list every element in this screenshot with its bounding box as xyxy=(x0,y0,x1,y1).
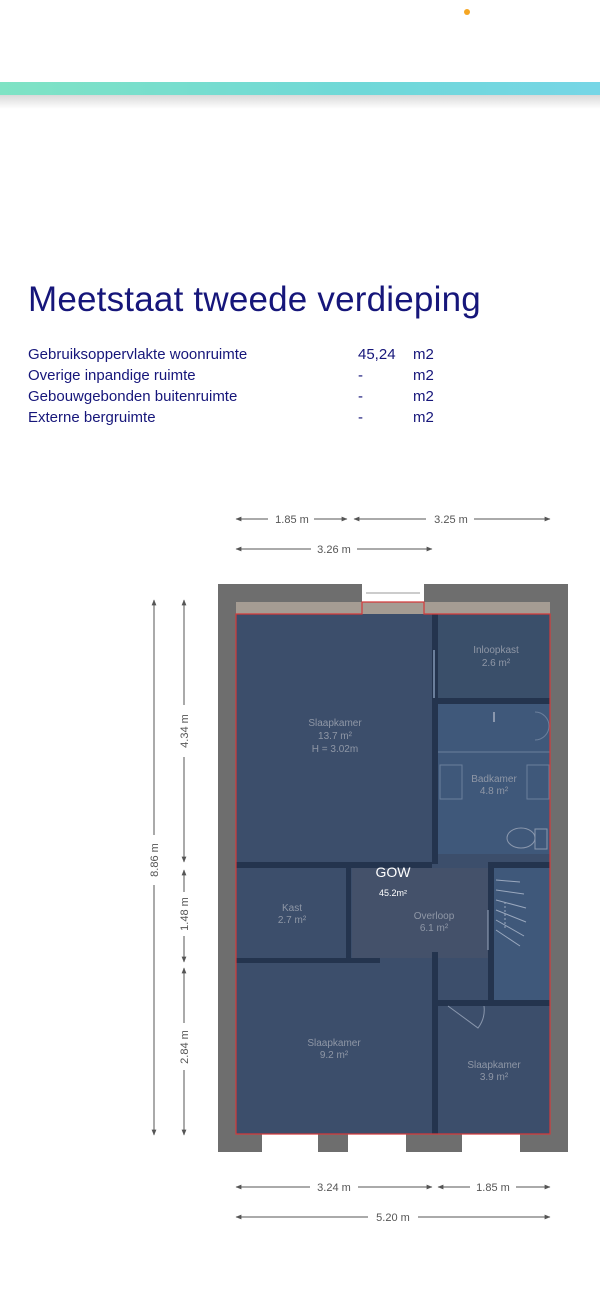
measurement-row xyxy=(28,409,448,430)
dim-label-bottom-left: 3.24 m xyxy=(317,1182,351,1194)
measurement-value: - xyxy=(358,388,363,405)
gow-label: GOW xyxy=(375,864,411,880)
window-sill xyxy=(236,602,550,614)
window-bottom-2 xyxy=(348,1134,406,1152)
room-area: 13.7 m² xyxy=(318,731,352,742)
room-area: 4.8 m² xyxy=(479,786,509,797)
room-label: Slaapkamer xyxy=(467,1060,521,1071)
window-bottom-1 xyxy=(262,1134,318,1152)
room-area: 3.9 m² xyxy=(479,1072,509,1083)
dim-label-top-total: 3.26 m xyxy=(317,544,351,556)
measurement-label: Gebouwgebonden buitenruimte xyxy=(28,388,238,405)
measurement-row xyxy=(28,367,448,388)
room-label: Overloop xyxy=(413,911,455,922)
measurement-table xyxy=(28,346,448,430)
room-label: Slaapkamer xyxy=(308,718,362,729)
measurement-label: Gebruiksoppervlakte woonruimte xyxy=(28,346,248,363)
dim-label-bottom-right: 1.85 m xyxy=(476,1182,510,1194)
measurement-unit: m2 xyxy=(413,367,434,384)
room-label: Slaapkamer xyxy=(307,1038,361,1049)
dim-label-left-middle: 1.48 m xyxy=(179,897,191,931)
room-kast xyxy=(236,868,348,960)
status-dot xyxy=(464,9,470,15)
dim-label-bottom-total: 5.20 m xyxy=(376,1212,410,1224)
room-area: 2.6 m² xyxy=(481,658,511,669)
page-title: Meetstaat tweede verdieping xyxy=(28,280,481,319)
measurement-row xyxy=(28,388,448,409)
room-label: Badkamer xyxy=(471,774,517,785)
measurement-label: Externe bergruimte xyxy=(28,409,156,426)
room-area: 6.1 m² xyxy=(419,923,449,934)
room-label: Kast xyxy=(281,903,303,914)
dim-label-left-upper: 4.34 m xyxy=(179,714,191,748)
dim-label-left-total: 8.86 m xyxy=(149,843,161,877)
dim-label-top-right: 3.25 m xyxy=(434,514,468,526)
dim-label-left-lower: 2.84 m xyxy=(179,1030,191,1064)
accent-bar xyxy=(0,82,600,95)
measurement-unit: m2 xyxy=(413,409,434,426)
measurement-value: - xyxy=(358,367,363,384)
window-bottom-3 xyxy=(462,1134,520,1152)
measurement-unit: m2 xyxy=(413,388,434,405)
room-area: 9.2 m² xyxy=(319,1050,349,1061)
dim-label-top-left: 1.85 m xyxy=(275,514,309,526)
room-height: H = 3.02m xyxy=(311,744,359,755)
measurement-label: Overige inpandige ruimte xyxy=(28,367,196,384)
measurement-row xyxy=(28,346,448,367)
room-inloopkast xyxy=(438,614,550,698)
floor-plan xyxy=(0,490,600,1240)
accent-bar-shadow xyxy=(0,95,600,109)
room-label: Inloopkast xyxy=(473,645,519,656)
measurement-value: - xyxy=(358,409,363,426)
room-area: 2.7 m² xyxy=(277,915,307,926)
gow-area: 45.2m² xyxy=(378,888,408,898)
measurement-value: 45,24 xyxy=(358,346,396,363)
measurement-unit: m2 xyxy=(413,346,434,363)
